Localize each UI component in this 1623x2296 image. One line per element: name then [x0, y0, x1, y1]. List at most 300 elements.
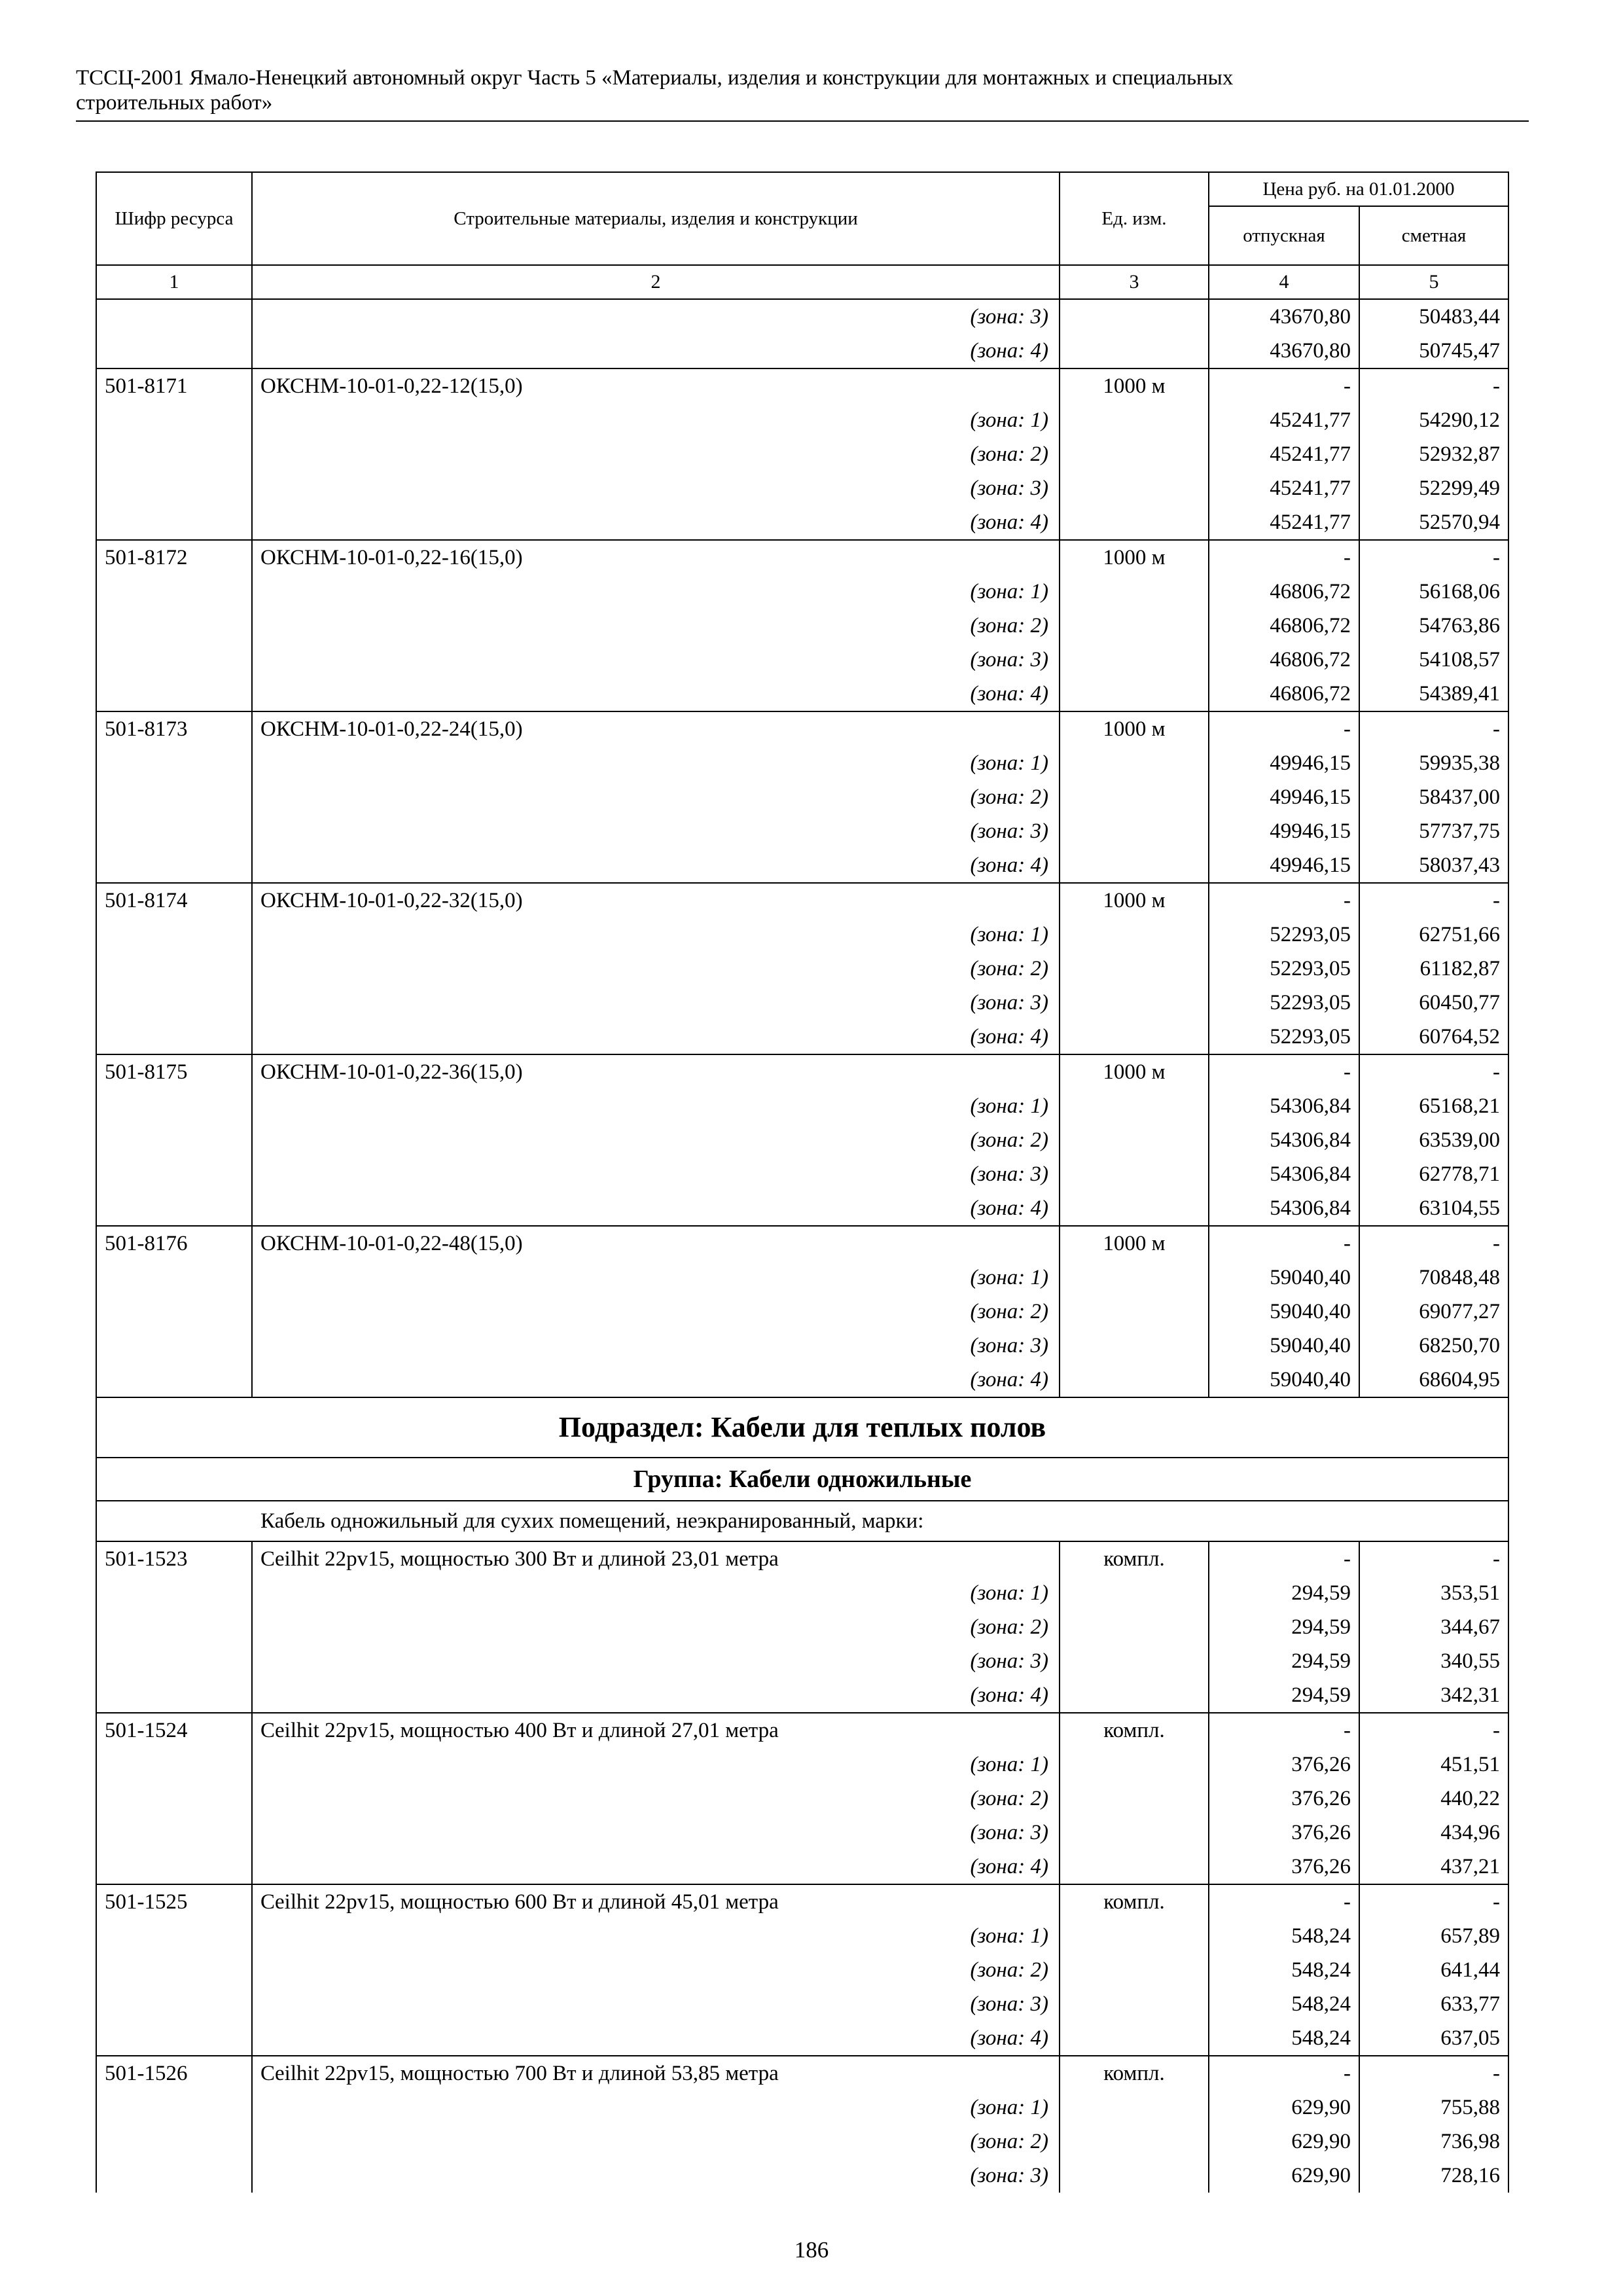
release-price: 52293,05: [1209, 918, 1359, 952]
estimate-price: 54389,41: [1359, 677, 1508, 711]
zone-row: [96, 643, 1508, 677]
col-number: 2: [252, 265, 1060, 299]
material-name: Ceilhit 22pv15, мощностью 300 Вт и длиной 23,01 метра: [252, 1541, 1060, 1576]
zone-label: (зона: 4): [252, 2021, 1060, 2056]
zone-row: [96, 2159, 1508, 2193]
release-price: -: [1209, 1541, 1359, 1576]
zone-row: [96, 437, 1508, 471]
col-code-header: Шифр ресурса: [96, 172, 252, 265]
release-price: 294,59: [1209, 1678, 1359, 1713]
release-price: -: [1209, 1884, 1359, 1919]
empty-cell: [1060, 1191, 1209, 1226]
estimate-price: 54108,57: [1359, 643, 1508, 677]
zone-row: [96, 334, 1508, 368]
zone-label: (зона: 4): [252, 1191, 1060, 1226]
zone-row: [96, 1089, 1508, 1123]
resource-code: 501-1523: [96, 1541, 252, 1576]
material-name: ОКСНМ-10-01-0,22-12(15,0): [252, 368, 1060, 403]
release-price: 54306,84: [1209, 1123, 1359, 1157]
release-price: 376,26: [1209, 1748, 1359, 1782]
empty-cell: [1060, 1816, 1209, 1850]
zone-label: (зона: 2): [252, 437, 1060, 471]
release-price: 548,24: [1209, 1919, 1359, 1953]
zone-row: [96, 471, 1508, 505]
estimate-price: 52299,49: [1359, 471, 1508, 505]
empty-cell: [96, 1123, 252, 1157]
empty-cell: [1060, 334, 1209, 368]
empty-cell: [1060, 1987, 1209, 2021]
unit-cell: 1000 м: [1060, 540, 1209, 575]
estimate-price: 342,31: [1359, 1678, 1508, 1713]
release-price: 376,26: [1209, 1782, 1359, 1816]
zone-label: (зона: 1): [252, 575, 1060, 609]
zone-row: [96, 814, 1508, 848]
zone-row: [96, 299, 1508, 334]
zone-row: [96, 1157, 1508, 1191]
zone-label: (зона: 2): [252, 1782, 1060, 1816]
zone-label: (зона: 1): [252, 2090, 1060, 2125]
estimate-price: 62778,71: [1359, 1157, 1508, 1191]
empty-cell: [1060, 1610, 1209, 1644]
unit-cell: 1000 м: [1060, 1054, 1209, 1089]
zone-row: [96, 780, 1508, 814]
material-name: ОКСНМ-10-01-0,22-48(15,0): [252, 1226, 1060, 1261]
zone-row: [96, 952, 1508, 986]
zone-label: (зона: 4): [252, 677, 1060, 711]
estimate-price: 641,44: [1359, 1953, 1508, 1987]
release-price: 548,24: [1209, 1987, 1359, 2021]
estimate-price: -: [1359, 2056, 1508, 2090]
zone-row: [96, 1816, 1508, 1850]
zone-label: (зона: 2): [252, 2125, 1060, 2159]
estimate-price: 52570,94: [1359, 505, 1508, 540]
zone-row: [96, 1610, 1508, 1644]
empty-cell: [96, 299, 252, 334]
release-price: 59040,40: [1209, 1295, 1359, 1329]
empty-cell: [96, 1363, 252, 1397]
zone-label: (зона: 2): [252, 1953, 1060, 1987]
empty-cell: [96, 1020, 252, 1054]
zone-row: [96, 1363, 1508, 1397]
estimate-price: -: [1359, 1541, 1508, 1576]
empty-cell: [96, 746, 252, 780]
col-number: 1: [96, 265, 252, 299]
page-number: 186: [794, 2237, 829, 2263]
empty-cell: [1060, 299, 1209, 334]
empty-cell: [96, 2125, 252, 2159]
zone-label: (зона: 1): [252, 1576, 1060, 1610]
price-table: [96, 171, 1509, 2193]
release-price: -: [1209, 368, 1359, 403]
zone-label: (зона: 2): [252, 952, 1060, 986]
zone-label: (зона: 3): [252, 1329, 1060, 1363]
zone-label: (зона: 1): [252, 918, 1060, 952]
empty-cell: [1060, 1782, 1209, 1816]
page-header: [76, 65, 1529, 115]
empty-cell: [1060, 1919, 1209, 1953]
empty-cell: [96, 575, 252, 609]
empty-cell: [1060, 1850, 1209, 1884]
estimate-price: -: [1359, 540, 1508, 575]
zone-row: [96, 677, 1508, 711]
zone-label: (зона: 3): [252, 814, 1060, 848]
empty-cell: [96, 1089, 252, 1123]
release-price: 629,90: [1209, 2090, 1359, 2125]
release-price: 49946,15: [1209, 848, 1359, 883]
estimate-price: 58037,43: [1359, 848, 1508, 883]
release-price: 376,26: [1209, 1850, 1359, 1884]
estimate-price: 353,51: [1359, 1576, 1508, 1610]
zone-row: [96, 986, 1508, 1020]
empty-cell: [96, 609, 252, 643]
header-title-line-1: ТССЦ-2001 Ямало-Ненецкий автономный округ Часть 5 «Материалы, изделия и конструкции для монтажных и специальных: [76, 66, 1234, 90]
empty-cell: [96, 1987, 252, 2021]
empty-cell: [1060, 2159, 1209, 2193]
zone-label: (зона: 4): [252, 1850, 1060, 1884]
zone-label: (зона: 1): [252, 746, 1060, 780]
table-row: [96, 1054, 1508, 1089]
subsection-title: Подраздел: Кабели для теплых полов: [96, 1397, 1508, 1458]
zone-row: [96, 505, 1508, 540]
zone-row: [96, 2021, 1508, 2056]
empty-cell: [96, 1782, 252, 1816]
zone-row: [96, 609, 1508, 643]
zone-row: [96, 848, 1508, 883]
release-price: -: [1209, 1054, 1359, 1089]
zone-label: (зона: 4): [252, 505, 1060, 540]
zone-label: (зона: 3): [252, 1644, 1060, 1678]
estimate-price: -: [1359, 1713, 1508, 1748]
zone-label: (зона: 1): [252, 1261, 1060, 1295]
estimate-price: 633,77: [1359, 1987, 1508, 2021]
release-price: -: [1209, 711, 1359, 746]
empty-cell: [1060, 471, 1209, 505]
empty-cell: [96, 505, 252, 540]
estimate-price: 63104,55: [1359, 1191, 1508, 1226]
zone-row: [96, 1644, 1508, 1678]
empty-cell: [96, 437, 252, 471]
release-price: -: [1209, 540, 1359, 575]
empty-cell: [96, 1576, 252, 1610]
estimate-price: 52932,87: [1359, 437, 1508, 471]
col-price-header: Цена руб. на 01.01.2000: [1209, 172, 1508, 206]
estimate-price: 451,51: [1359, 1748, 1508, 1782]
table-row: [96, 883, 1508, 918]
estimate-price: 728,16: [1359, 2159, 1508, 2193]
zone-label: (зона: 3): [252, 2159, 1060, 2193]
zone-label: (зона: 3): [252, 1816, 1060, 1850]
empty-cell: [1060, 1678, 1209, 1713]
release-price: 54306,84: [1209, 1157, 1359, 1191]
zone-label: (зона: 2): [252, 1123, 1060, 1157]
empty-cell: [1060, 575, 1209, 609]
table-row: [96, 540, 1508, 575]
zone-label: (зона: 2): [252, 780, 1060, 814]
empty-cell: [1060, 1329, 1209, 1363]
release-price: 629,90: [1209, 2125, 1359, 2159]
table-row: [96, 1226, 1508, 1261]
estimate-price: 657,89: [1359, 1919, 1508, 1953]
unit-cell: 1000 м: [1060, 1226, 1209, 1261]
unit-cell: компл.: [1060, 1713, 1209, 1748]
empty-cell: [1060, 609, 1209, 643]
release-price: 294,59: [1209, 1610, 1359, 1644]
empty-cell: [1060, 780, 1209, 814]
zone-row: [96, 1020, 1508, 1054]
zone-label: (зона: 4): [252, 1678, 1060, 1713]
header-rule: [76, 120, 1529, 122]
release-price: 548,24: [1209, 2021, 1359, 2056]
zone-label: (зона: 1): [252, 403, 1060, 437]
material-name: Ceilhit 22pv15, мощностью 600 Вт и длиной 45,01 метра: [252, 1884, 1060, 1919]
zone-row: [96, 1782, 1508, 1816]
release-price: 43670,80: [1209, 299, 1359, 334]
zone-label: (зона: 4): [252, 848, 1060, 883]
estimate-price: 434,96: [1359, 1816, 1508, 1850]
release-price: 52293,05: [1209, 952, 1359, 986]
zone-row: [96, 746, 1508, 780]
estimate-price: 54763,86: [1359, 609, 1508, 643]
empty-cell: [1060, 2125, 1209, 2159]
resource-code: 501-8176: [96, 1226, 252, 1261]
release-price: 59040,40: [1209, 1329, 1359, 1363]
empty-cell: [1060, 1123, 1209, 1157]
empty-cell: [96, 1261, 252, 1295]
empty-cell: [96, 1816, 252, 1850]
empty-cell: [96, 814, 252, 848]
zone-row: [96, 918, 1508, 952]
resource-code: 501-1526: [96, 2056, 252, 2090]
zone-label: (зона: 4): [252, 334, 1060, 368]
estimate-price: 65168,21: [1359, 1089, 1508, 1123]
release-price: 294,59: [1209, 1644, 1359, 1678]
table-row: [96, 711, 1508, 746]
empty-cell: [1060, 505, 1209, 540]
empty-cell: [96, 1329, 252, 1363]
release-price: 629,90: [1209, 2159, 1359, 2193]
material-name: ОКСНМ-10-01-0,22-36(15,0): [252, 1054, 1060, 1089]
material-name: ОКСНМ-10-01-0,22-24(15,0): [252, 711, 1060, 746]
empty-cell: [1060, 403, 1209, 437]
table-row: [96, 2056, 1508, 2090]
empty-cell: [1060, 1157, 1209, 1191]
zone-row: [96, 1576, 1508, 1610]
release-price: 46806,72: [1209, 677, 1359, 711]
resource-code: 501-8173: [96, 711, 252, 746]
zone-label: (зона: 1): [252, 1919, 1060, 1953]
empty-cell: [1060, 1576, 1209, 1610]
estimate-price: 437,21: [1359, 1850, 1508, 1884]
release-price: 45241,77: [1209, 505, 1359, 540]
material-name: ОКСНМ-10-01-0,22-16(15,0): [252, 540, 1060, 575]
material-name: ОКСНМ-10-01-0,22-32(15,0): [252, 883, 1060, 918]
release-price: 43670,80: [1209, 334, 1359, 368]
zone-label: (зона: 3): [252, 986, 1060, 1020]
release-price: 54306,84: [1209, 1089, 1359, 1123]
estimate-price: -: [1359, 1226, 1508, 1261]
unit-cell: компл.: [1060, 2056, 1209, 2090]
group-description: Кабель одножильный для сухих помещений, неэкранированный, марки:: [96, 1501, 1508, 1541]
col-name-header: Строительные материалы, изделия и конструкции: [252, 172, 1060, 265]
col-estimate-header: сметная: [1359, 206, 1508, 265]
release-price: -: [1209, 1226, 1359, 1261]
empty-cell: [96, 848, 252, 883]
zone-row: [96, 1123, 1508, 1157]
estimate-price: -: [1359, 883, 1508, 918]
empty-cell: [1060, 1295, 1209, 1329]
zone-row: [96, 1850, 1508, 1884]
empty-cell: [1060, 918, 1209, 952]
empty-cell: [96, 986, 252, 1020]
release-price: 45241,77: [1209, 471, 1359, 505]
resource-code: 501-8171: [96, 368, 252, 403]
col-number: 5: [1359, 265, 1508, 299]
estimate-price: 755,88: [1359, 2090, 1508, 2125]
estimate-price: -: [1359, 1884, 1508, 1919]
estimate-price: 54290,12: [1359, 403, 1508, 437]
empty-cell: [1060, 952, 1209, 986]
col-release-header: отпускная: [1209, 206, 1359, 265]
empty-cell: [96, 334, 252, 368]
zone-label: (зона: 3): [252, 299, 1060, 334]
zone-label: (зона: 1): [252, 1089, 1060, 1123]
estimate-price: 60764,52: [1359, 1020, 1508, 1054]
empty-cell: [1060, 1644, 1209, 1678]
release-price: 54306,84: [1209, 1191, 1359, 1226]
empty-cell: [96, 918, 252, 952]
zone-label: (зона: 2): [252, 1610, 1060, 1644]
zone-row: [96, 1953, 1508, 1987]
release-price: 59040,40: [1209, 1261, 1359, 1295]
release-price: 45241,77: [1209, 403, 1359, 437]
cable-items-b: [96, 1541, 1508, 2193]
zone-label: (зона: 3): [252, 643, 1060, 677]
empty-cell: [1060, 1261, 1209, 1295]
empty-cell: [96, 2090, 252, 2125]
estimate-price: 69077,27: [1359, 1295, 1508, 1329]
estimate-price: 637,05: [1359, 2021, 1508, 2056]
material-name: Ceilhit 22pv15, мощностью 400 Вт и длиной 27,01 метра: [252, 1713, 1060, 1748]
resource-code: 501-8172: [96, 540, 252, 575]
table-row: [96, 1541, 1508, 1576]
empty-cell: [1060, 1020, 1209, 1054]
col-unit-header: Ед. изм.: [1060, 172, 1209, 265]
estimate-price: 340,55: [1359, 1644, 1508, 1678]
zone-row: [96, 2090, 1508, 2125]
col-number: 3: [1060, 265, 1209, 299]
estimate-price: 50483,44: [1359, 299, 1508, 334]
empty-cell: [96, 403, 252, 437]
unit-cell: компл.: [1060, 1884, 1209, 1919]
empty-cell: [96, 952, 252, 986]
zone-label: (зона: 2): [252, 1295, 1060, 1329]
zone-row: [96, 1329, 1508, 1363]
empty-cell: [96, 1919, 252, 1953]
estimate-price: 344,67: [1359, 1610, 1508, 1644]
empty-cell: [1060, 746, 1209, 780]
unit-cell: компл.: [1060, 1541, 1209, 1576]
estimate-price: 68250,70: [1359, 1329, 1508, 1363]
empty-cell: [96, 1610, 252, 1644]
empty-cell: [96, 2021, 252, 2056]
zone-row: [96, 1191, 1508, 1226]
release-price: 376,26: [1209, 1816, 1359, 1850]
release-price: 49946,15: [1209, 814, 1359, 848]
estimate-price: 68604,95: [1359, 1363, 1508, 1397]
empty-cell: [1060, 2021, 1209, 2056]
empty-cell: [1060, 1953, 1209, 1987]
estimate-price: -: [1359, 711, 1508, 746]
empty-cell: [96, 677, 252, 711]
estimate-price: 61182,87: [1359, 952, 1508, 986]
zone-row: [96, 2125, 1508, 2159]
cable-items-a: [96, 368, 1508, 1397]
zone-row: [96, 1987, 1508, 2021]
empty-cell: [96, 1748, 252, 1782]
table-row: [96, 1884, 1508, 1919]
empty-cell: [96, 780, 252, 814]
estimate-price: 736,98: [1359, 2125, 1508, 2159]
zone-label: (зона: 4): [252, 1020, 1060, 1054]
empty-cell: [96, 1850, 252, 1884]
zone-label: (зона: 3): [252, 471, 1060, 505]
release-price: -: [1209, 1713, 1359, 1748]
zone-row: [96, 575, 1508, 609]
header-title-line-2: строительных работ»: [76, 91, 273, 115]
zone-row: [96, 403, 1508, 437]
continuation-rows: [96, 299, 1508, 368]
release-price: 52293,05: [1209, 986, 1359, 1020]
zone-row: [96, 1919, 1508, 1953]
subsection-block: [96, 1397, 1508, 1541]
empty-cell: [1060, 986, 1209, 1020]
empty-cell: [96, 2159, 252, 2193]
empty-cell: [96, 1644, 252, 1678]
zone-label: (зона: 4): [252, 1363, 1060, 1397]
resource-code: 501-8174: [96, 883, 252, 918]
zone-label: (зона: 3): [252, 1157, 1060, 1191]
empty-cell: [1060, 1748, 1209, 1782]
col-number: 4: [1209, 265, 1359, 299]
estimate-price: -: [1359, 368, 1508, 403]
release-price: 46806,72: [1209, 609, 1359, 643]
resource-code: 501-1525: [96, 1884, 252, 1919]
release-price: 59040,40: [1209, 1363, 1359, 1397]
estimate-price: 59935,38: [1359, 746, 1508, 780]
estimate-price: 63539,00: [1359, 1123, 1508, 1157]
estimate-price: 50745,47: [1359, 334, 1508, 368]
empty-cell: [1060, 2090, 1209, 2125]
empty-cell: [96, 1157, 252, 1191]
zone-label: (зона: 2): [252, 609, 1060, 643]
empty-cell: [1060, 848, 1209, 883]
empty-cell: [1060, 1363, 1209, 1397]
estimate-price: 70848,48: [1359, 1261, 1508, 1295]
unit-cell: 1000 м: [1060, 711, 1209, 746]
estimate-price: 62751,66: [1359, 918, 1508, 952]
release-price: 46806,72: [1209, 643, 1359, 677]
empty-cell: [1060, 437, 1209, 471]
release-price: 294,59: [1209, 1576, 1359, 1610]
zone-label: (зона: 1): [252, 1748, 1060, 1782]
table-row: [96, 1713, 1508, 1748]
release-price: 46806,72: [1209, 575, 1359, 609]
material-name: Ceilhit 22pv15, мощностью 700 Вт и длиной 53,85 метра: [252, 2056, 1060, 2090]
release-price: 548,24: [1209, 1953, 1359, 1987]
estimate-price: 60450,77: [1359, 986, 1508, 1020]
estimate-price: 58437,00: [1359, 780, 1508, 814]
zone-row: [96, 1748, 1508, 1782]
